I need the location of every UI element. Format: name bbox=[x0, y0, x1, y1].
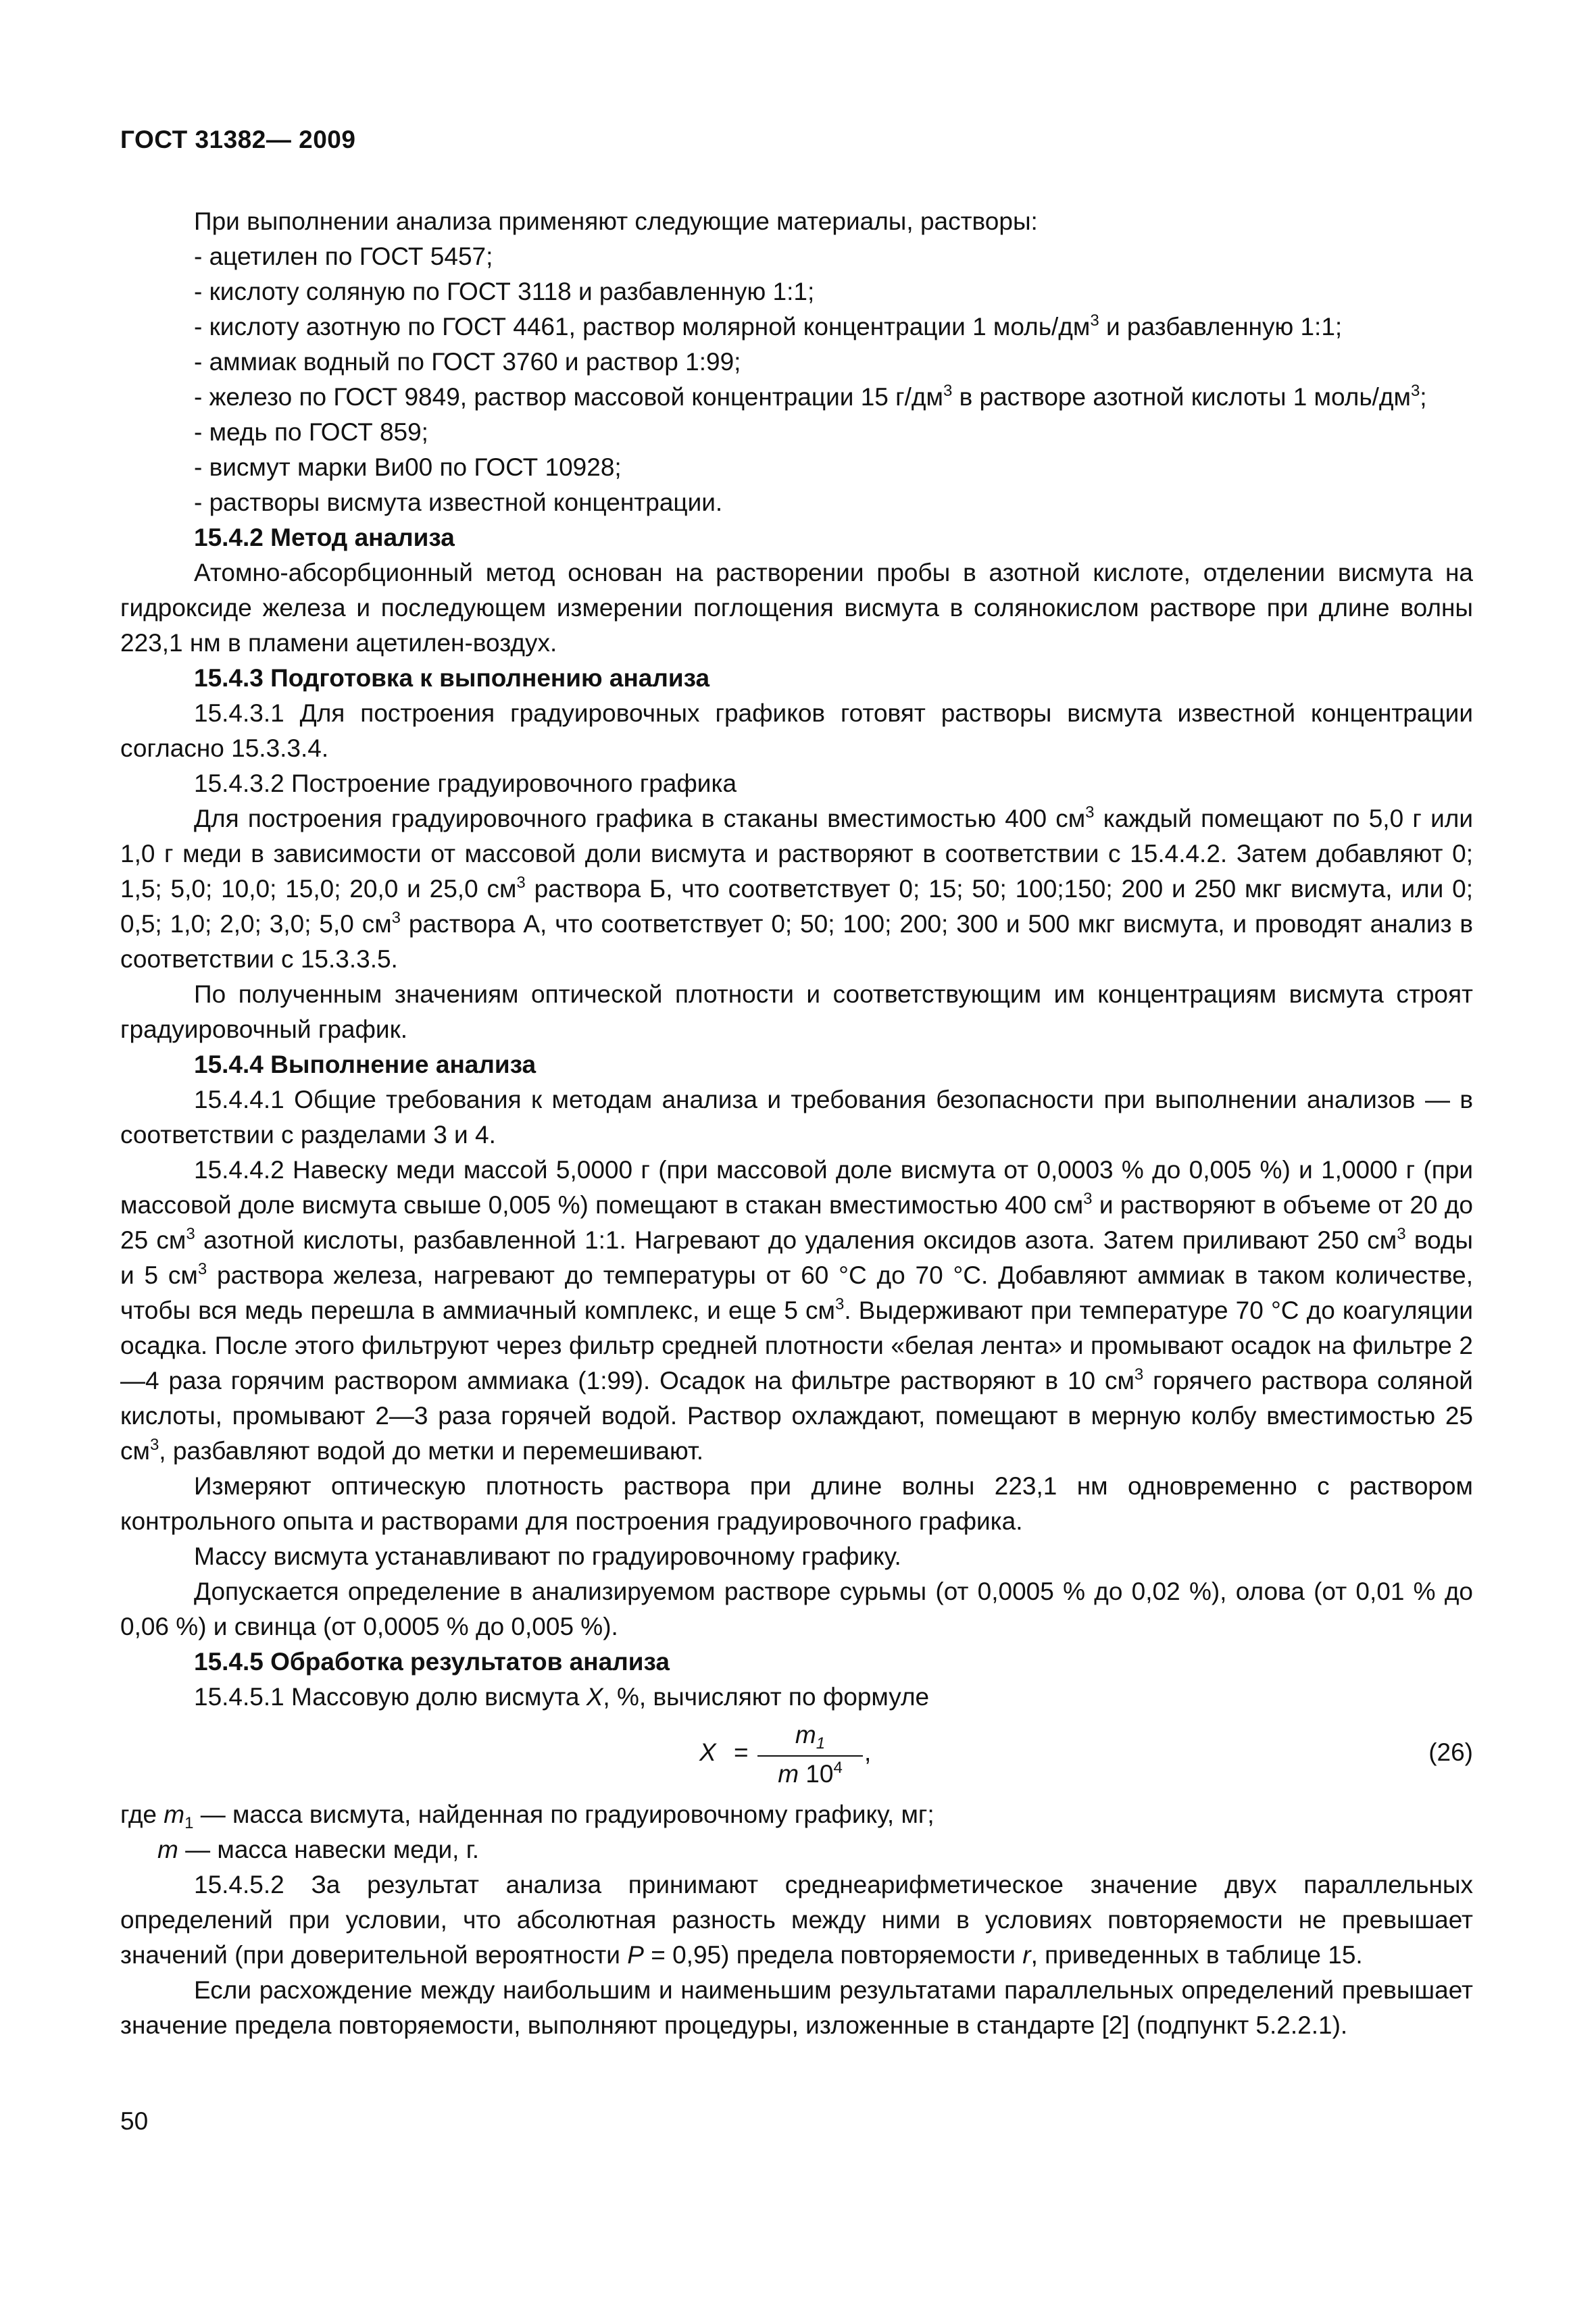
formula-legend-m: m — масса навески меди, г. bbox=[157, 1836, 480, 1863]
list-item: - кислоту азотную по ГОСТ 4461, раствор молярной концентрации 1 моль/$дм^3$ и разбавленную 1:1; bbox=[194, 311, 1343, 341]
document-body bbox=[120, 204, 1473, 2043]
list-item: - висмут марки Ви00 по ГОСТ 10928; bbox=[194, 453, 622, 481]
formula-lhs: X bbox=[699, 1738, 716, 1766]
section-heading: 15.4.2 Метод анализа bbox=[194, 524, 455, 551]
section-heading: 15.4.5 Обработка результатов анализа bbox=[194, 1648, 670, 1676]
paragraph: По полученным значениям оптической плотности и соответствующим им концентрациям висмута строят градуировочный график. bbox=[120, 980, 1473, 1043]
section-heading: 15.4.4 Выполнение анализа bbox=[194, 1051, 537, 1078]
formula-fraction bbox=[757, 1717, 863, 1792]
formula-numerator: $m_1$ bbox=[795, 1721, 826, 1753]
paragraph: Атомно-абсорбционный метод основан на растворении пробы в азотной кислоте, отделении висмута на гидроксиде железа и последующем измерении поглощения висмута в солянокислом растворе при длине волны 223,1 нм в пламени ацетилен-воздух. bbox=[120, 559, 1473, 657]
list-item: - железо по ГОСТ 9849, раствор массовой концентрации 15 $г/дм^3$ в растворе азотной кислоты 1 моль/$дм^3$; bbox=[194, 382, 1427, 411]
paragraph: Допускается определение в анализируемом растворе сурьмы (от 0,0005 % до 0,02 %), олова (от 0,01 % до 0,06 %) и свинца (от 0,0005 % до 0,005 %). bbox=[120, 1578, 1473, 1640]
formula-comma: , bbox=[864, 1738, 872, 1766]
paragraph: Для построения градуировочного графика в стаканы вместимостью 400 $см^3$ каждый помещают по 5,0 г или 1,0 г меди в зависимости от массовой доли висмута и растворяют в соответствии с 15.4.4.2. Затем добавляют 0; 1,5; 5,0; 10,0; 15,0; 20,0 и 25,0 $см^3$ раствора Б, что соответствует 0; 15; 50; 100;150; 200 и 250 мкг висмута, или 0; 0,5; 1,0; 2,0; 3,0; 5,0 $см^3$ раствора А, что соответствует 0; 50; 100; 200; 300 и 500 мкг висмута, и проводят анализ в соответствии с 15.3.3.5. bbox=[120, 803, 1473, 973]
formula-legend-m1: где $m_1$ — масса висмута, найденная по градуировочному графику, мг; bbox=[120, 1801, 934, 1832]
paragraph: 15.4.4.1 Общие требования к методам анализа и требования безопасности при выполнении анализов — в соответствии с разделами 3 и 4. bbox=[120, 1086, 1473, 1149]
paragraph: 15.4.3.2 Построение градуировочного графика bbox=[194, 770, 737, 797]
list-item: - кислоту соляную по ГОСТ 3118 и разбавленную 1:1; bbox=[194, 278, 815, 305]
paragraph: 15.4.5.2 За результат анализа принимают среднеарифметическое значение двух параллельных определений при условии, что абсолютная разность между ними в условиях повторяемости не превышает значений (при доверительной вероятности P = 0,95) предела повторяемости r, приведенных в таблице 15. bbox=[120, 1871, 1473, 1969]
list-item: - растворы висмута известной концентрации. bbox=[194, 488, 723, 516]
document-header: ГОСТ 31382— 2009 bbox=[120, 126, 356, 153]
formula-number: (26) bbox=[1428, 1738, 1473, 1766]
page-number: 50 bbox=[120, 2107, 149, 2135]
paragraph: 15.4.4.2 Навеску меди массой 5,0000 г (при массовой доле висмута от 0,0003 % до 0,005 %) и 1,0000 г (при массовой доле висмута свыше 0,005 %) помещают в стакан вместимостью 400 $см^3$ и растворяют в объеме от 20 до 25 $см^3$ азотной кислоты, разбавленной 1:1. Нагревают до удаления оксидов азота. Затем приливают 250 $см^3$ воды и 5 $см^3$ раствора железа, нагревают до температуры от 60 °С до 70 °С. Добавляют аммиак в таком количестве, чтобы вся медь перешла в аммиачный комплекс, и еще 5 $см^3$. Выдерживают при температуре 70 °С до коагуляции осадка. После этого фильтруют через фильтр средней плотности «белая лента» и промывают осадок на фильтре 2—4 раза горячим раствором аммиака (1:99). Осадок на фильтре растворяют в 10 $см^3$ горячего раствора соляной кислоты, промывают 2—3 раза горячей водой. Раствор охлаждают, помещают в мерную колбу вместимостью 25 $см^3$, разбавляют водой до метки и перемешивают. bbox=[120, 1156, 1474, 1465]
section-heading: 15.4.3 Подготовка к выполнению анализа bbox=[194, 664, 710, 692]
list-item: - ацетилен по ГОСТ 5457; bbox=[194, 243, 493, 270]
list-item: - медь по ГОСТ 859; bbox=[194, 418, 428, 446]
paragraph: Измеряют оптическую плотность раствора при длине волны 223,1 нм одновременно с раствором контрольного опыта и растворами для построения градуировочного графика. bbox=[120, 1472, 1473, 1535]
formula-denominator: m $10^4$ bbox=[778, 1759, 843, 1788]
list-item: - аммиак водный по ГОСТ 3760 и раствор 1:99; bbox=[194, 348, 741, 376]
paragraph: 15.4.5.1 Массовую долю висмута X, %, вычисляют по формуле bbox=[194, 1683, 930, 1711]
formula-equals: = bbox=[734, 1738, 749, 1766]
paragraph: Массу висмута устанавливают по градуировочному графику. bbox=[194, 1542, 901, 1570]
paragraph: 15.4.3.1 Для построения градуировочных графиков готовят растворы висмута известной концентрации согласно 15.3.3.4. bbox=[120, 699, 1473, 762]
paragraph: Если расхождение между наибольшим и наименьшим результатами параллельных определений превышает значение предела повторяемости, выполняют процедуры, изложенные в стандарте [2] (подпункт 5.2.2.1). bbox=[120, 1976, 1473, 2039]
formula-26 bbox=[120, 1715, 1473, 1797]
materials-intro: При выполнении анализа применяют следующие материалы, растворы: bbox=[194, 207, 1038, 235]
